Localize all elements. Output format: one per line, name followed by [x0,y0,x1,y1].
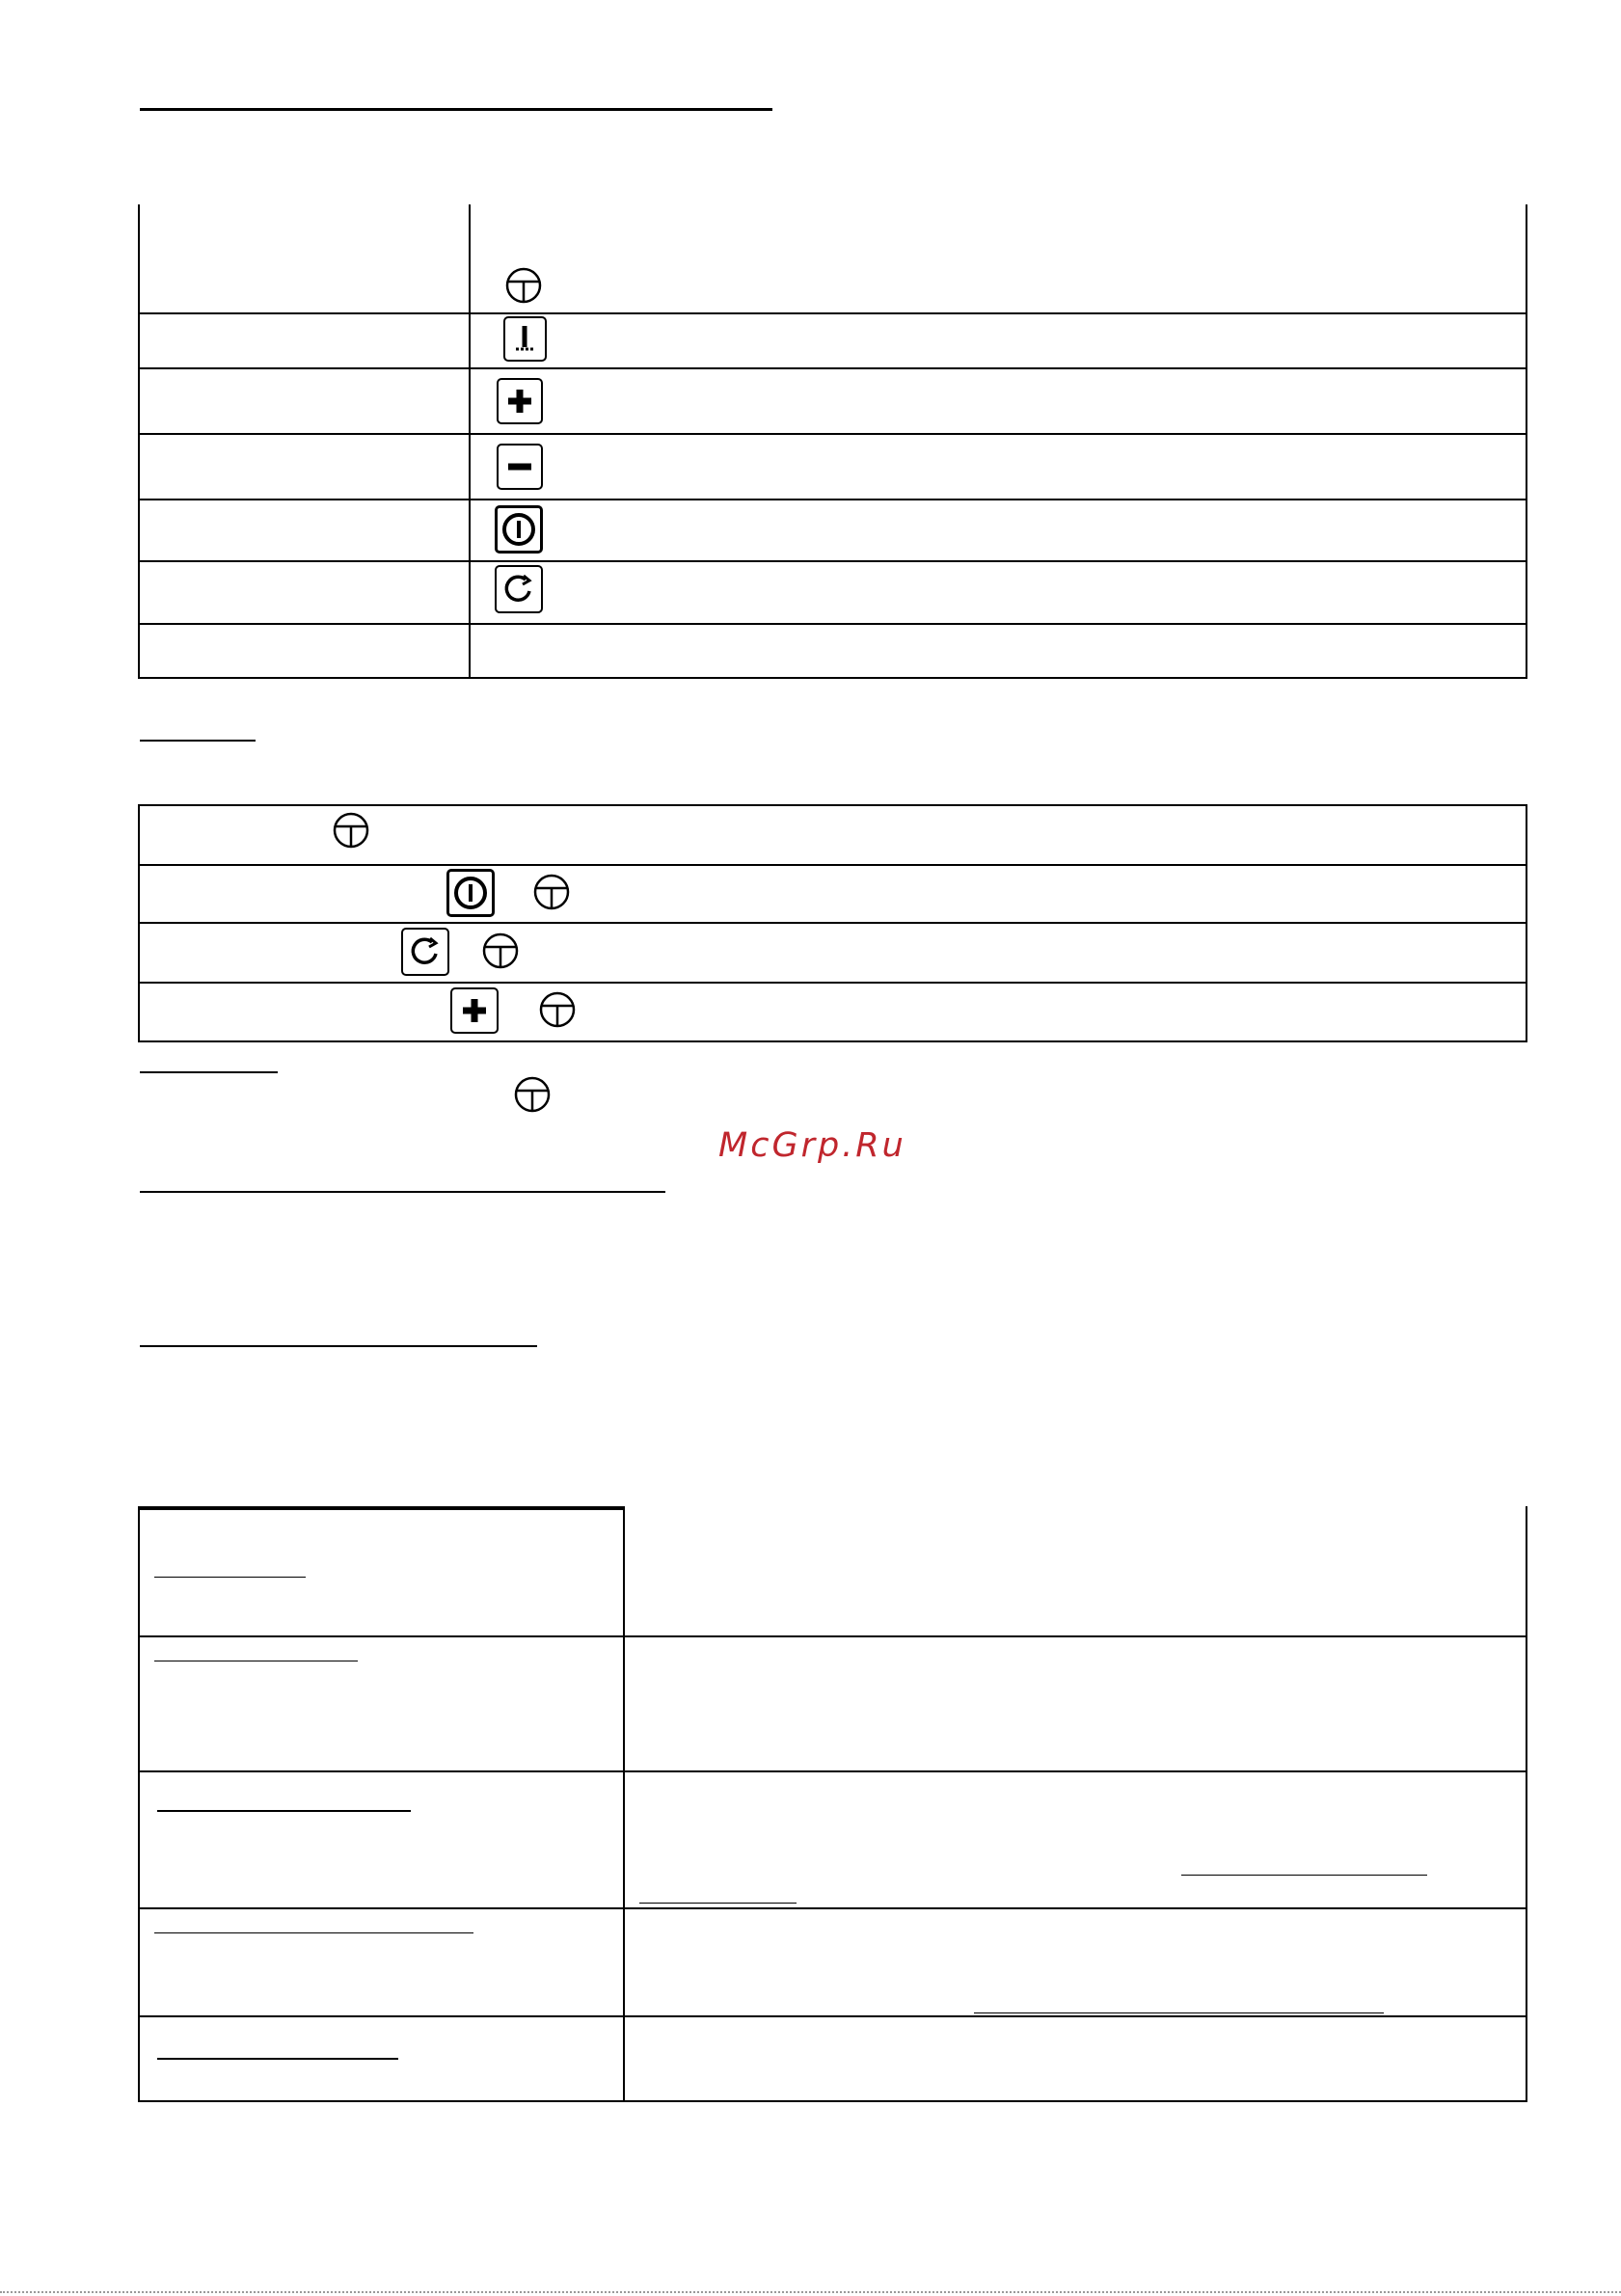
ground-circle-icon [504,266,543,305]
ground-circle-icon [332,811,370,850]
page-bottom-rule [0,2291,1621,2293]
section-header-rule [140,108,772,111]
minus-button-icon [497,444,543,490]
plus-button-icon [497,378,543,424]
section-rule [140,1191,665,1193]
subsection-rule [140,740,256,742]
power-button-icon [446,869,495,917]
cycle-button-icon [495,565,543,613]
cycle-button-icon [401,928,449,976]
power-button-icon [495,505,543,554]
note-rule [140,1071,278,1073]
ground-circle-icon [513,1075,552,1114]
push-button-icon [503,316,547,362]
ground-circle-icon [538,990,577,1029]
watermark-logo: McGrp.Ru [718,1126,906,1165]
section-rule [140,1345,537,1347]
ground-circle-icon [481,932,520,970]
ground-circle-icon [532,873,571,911]
plus-button-icon [450,987,499,1034]
